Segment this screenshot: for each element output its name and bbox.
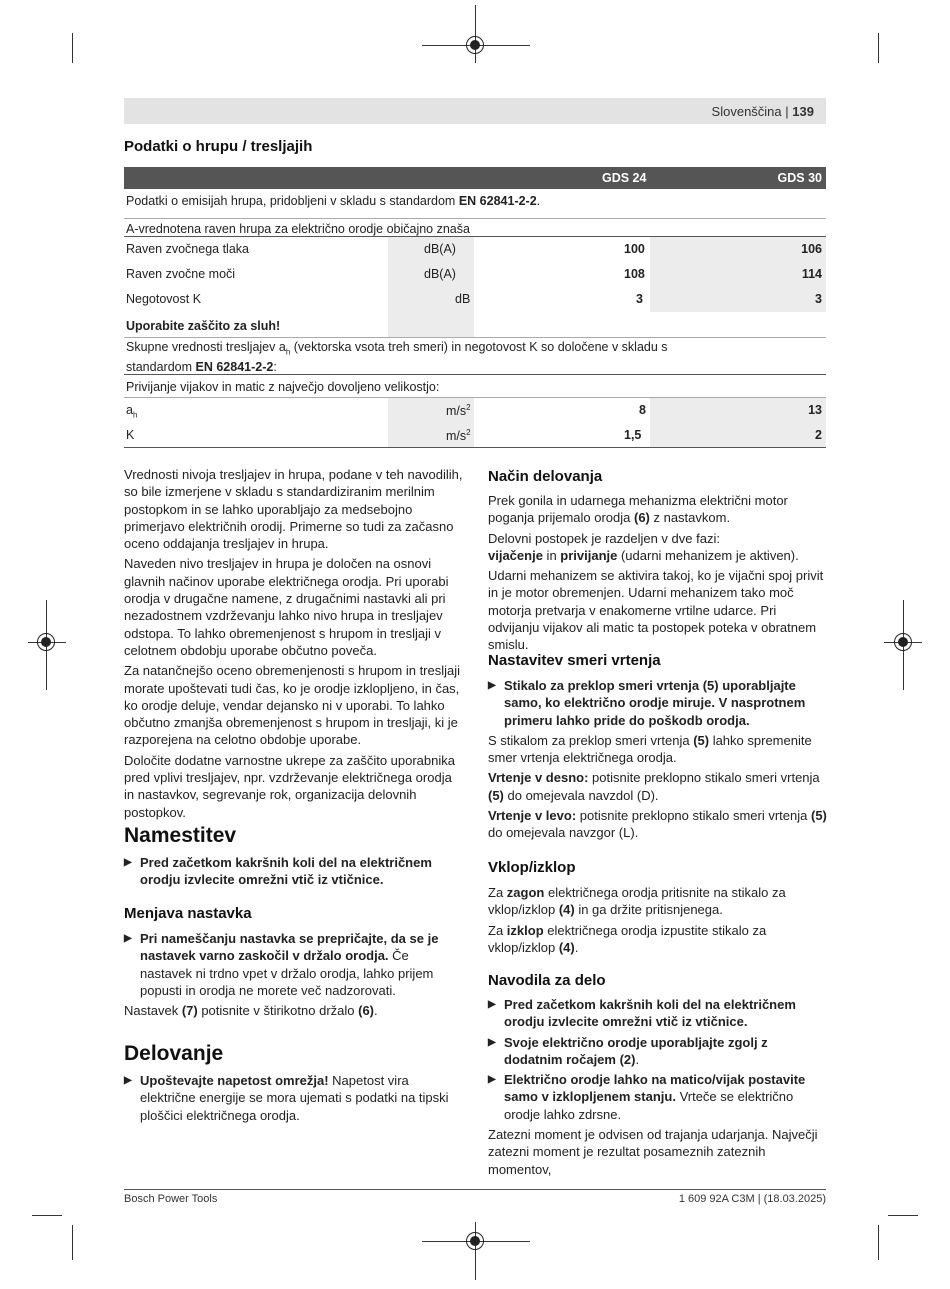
bullet-item: [124, 854, 464, 889]
bullet-text: Pred začetkom kakršnih koli del na električnem orodju izvlecite omrežni vtič iz vtičnice.: [140, 855, 432, 888]
row-value-gds30: 3: [815, 292, 822, 306]
paragraph: Naveden nivo tresljajev in hrupa je določen na osnovi glavnih načinov uporabe električnega orodja. Pri uporabi orodja v drugačne namene, z drugačnimi nastavki ali pri nezadostnem vzdrževanju lahko nivo hrupa in tresljajev odstopa. To lahko obremenjenost s hrupom in tresljaji v celotnem obdobju uporabe občutno poveča.: [124, 556, 449, 658]
table-row: [124, 210, 826, 237]
heading-nacin: Način delovanja: [488, 468, 603, 485]
paragraph: vijačenje in privijanje (udarni mehanizem je aktiven).: [488, 547, 799, 563]
row-label-sub: h: [132, 410, 138, 420]
noise-intro: Podatki o emisijah hrupa, pridobljeni v skladu s standardom: [126, 194, 456, 208]
row-unit: m/s: [446, 404, 467, 419]
row-unit-sup: 2: [466, 428, 471, 437]
row-label: a: [126, 403, 133, 417]
table-row: [124, 375, 826, 397]
vibration-end: :: [273, 359, 277, 374]
row-value-gds30: 106: [801, 242, 822, 256]
bullet-text: Če nastavek ni trdno vpet v držalo orodja, lahko prijem popusti in orodja ne morete več nadzorovati.: [140, 948, 434, 998]
row-unit-sup: 2: [466, 403, 471, 412]
paragraph: Za natančnejšo oceno obremenjenosti s hrupom in tresljaji morate upoštevati tudi čas, ko je orodje izklopljeno, in čas, ko orodje deluje, vendar dejansko ni v uporabi. To lahko občutno zmanjša obremenjenost s hrupom in tresljaji, ki je razporejena na celotno obdobje uporabe.: [124, 663, 461, 748]
table-row: [124, 287, 826, 312]
bullet-text-bold: Stikalo za preklop smeri vrtenja (5) uporabljajte samo, ko električno orodje miruje. V nasprotnem primeru lahko pride do poškodb orodja.: [504, 678, 806, 728]
row-value-gds30: 13: [808, 403, 822, 417]
header-language: Slovenščina: [711, 104, 782, 119]
paragraph: Za izklop električnega orodja izpustite stikalo za vklop/izklop (4).: [488, 922, 767, 955]
vibration-rows: [124, 398, 826, 447]
bullet-text-bold: Električno orodje lahko na matico/vijak postavite samo v izklopljenem stanju.: [504, 1072, 806, 1105]
row-value-gds24: 3: [636, 292, 643, 306]
crop-mark-bottom-left-v: [72, 1225, 73, 1260]
a-weighted-label: A-vrednotena raven hrupa za električno orodje običajno znaša: [126, 222, 470, 236]
bullet-item: [488, 996, 828, 1031]
left-column: [124, 466, 464, 824]
row-unit: dB: [455, 292, 471, 306]
page-header: [712, 104, 814, 119]
footer-rule: [124, 1189, 826, 1190]
crop-mark-bottom-right-v: [878, 1225, 879, 1260]
table-divider: [124, 218, 826, 219]
bullet-item: [488, 1071, 828, 1123]
table-divider: [124, 447, 826, 448]
row-value-gds24: 1,5: [624, 428, 642, 442]
noise-rows: [124, 237, 826, 312]
paragraph: Zatezni moment je odvisen od trajanja udarjanja. Največji zatezni moment je rezultat posameznih zateznih momentov,: [488, 1127, 818, 1177]
bullet-item: ▶ Svoje električno orodje uporabljajte zgolj z dodatnim ročajem (2).: [488, 1034, 828, 1069]
table-row: [124, 237, 826, 262]
registration-mark-right-icon: [894, 633, 912, 651]
row-label: Raven zvočne moči: [126, 267, 236, 281]
noise-intro-end: .: [536, 194, 541, 208]
bullet-text: Vrteče se električno orodje lahko zdrsne.: [504, 1089, 794, 1122]
row-value-gds24: 100: [624, 242, 645, 256]
heading-vklop: Vklop/izklop: [488, 859, 576, 876]
heading-delovanje: Delovanje: [124, 1042, 224, 1065]
registration-mark-bottom-icon: [466, 1232, 484, 1250]
vibration-standard: EN 62841-2-2: [195, 359, 274, 374]
bullet-text-bold: Pred začetkom kakršnih koli del na električnem orodju izvlecite omrežni vtič iz vtičnice.: [504, 997, 796, 1030]
vibration-text-standard-label: standardom: [126, 359, 193, 374]
registration-mark-left-icon: [37, 633, 55, 651]
registration-line-bottom-v: [475, 1222, 476, 1280]
registration-mark-top-icon: [466, 36, 484, 54]
row-value-gds30: 114: [801, 267, 822, 281]
bullet-text-bold: Pri nameščanju nastavka se prepričajte, da se je nastavek varno zaskočil v držalo orodja.: [140, 931, 439, 964]
header-separator: |: [785, 104, 789, 119]
row-unit: dB(A): [424, 267, 456, 281]
crop-mark-top-right: [878, 33, 879, 63]
table-row: [124, 423, 826, 448]
row-unit: m/s: [446, 429, 467, 444]
vibration-sub: h: [285, 347, 291, 357]
bullet-item: [124, 930, 464, 999]
noise-intro-standard: EN 62841-2-2: [458, 194, 537, 208]
crop-mark-top-left: [72, 33, 73, 63]
noise-vibration-table: [124, 167, 826, 448]
heading-navodila: Navodila za delo: [488, 972, 606, 989]
bullet-text-bold: Upoštevajte napetost omrežja!: [140, 1073, 329, 1088]
paragraph: Vrtenje v levo: potisnite preklopno stikalo smeri vrtenja (5) do omejevala navzgor (L).: [488, 808, 827, 841]
paragraph: Vrtenje v desno: potisnite preklopno stikalo smeri vrtenja (5) do omejevala navzdol (D).: [488, 770, 820, 803]
heading-smer: Nastavitev smeri vrtenja: [488, 652, 661, 669]
tightening-label: Privijanje vijakov in matic z največjo dovoljeno velikostjo:: [126, 380, 440, 394]
hearing-protection-note: Uporabite zaščito za sluh!: [126, 319, 281, 333]
row-label: K: [126, 428, 135, 442]
row-value-gds24: 108: [624, 267, 645, 281]
row-label: Raven zvočnega tlaka: [126, 242, 249, 256]
crop-mark-bottom-left-h: [32, 1215, 62, 1216]
footer-left: Bosch Power Tools: [124, 1193, 218, 1205]
bullet-text: Napetost vira električne energije se mora ujemati s podatki na tipski ploščici električnega orodja.: [140, 1073, 449, 1123]
heading-namestitev: Namestitev: [124, 824, 237, 847]
paragraph: Nastavek (7) potisnite v štirikotno držalo (6).: [124, 1003, 378, 1019]
paragraph: Udarni mehanizem se aktivira takoj, ko je vijačni spoj privit in je motor obremenjen. Udarni mehanizem tako moč motorja pretvarja v enakomerne vrtilne udarce. Pri odvijanju vijakov ali matic ta postopek poteka v obratnem smislu.: [488, 568, 824, 653]
paragraph: Vrednosti nivoja tresljajev in hrupa, podane v teh navodilih, so bile izmerjene v skladu s standardiziranim merilnim postopkom in se lahko uporabljajo za medsebojno primerjavo električnih orodij. Primerne so tudi za začasno oceno oddajanja tresljajev in hrupa.: [124, 467, 463, 552]
paragraph: Določite dodatne varnostne ukrepe za zaščito uporabnika pred vplivi tresljajev, npr. vzdrževanje električnega orodja in nastavkov, segrevanje rok, organizacija delovnih postopkov.: [124, 752, 455, 820]
page-number: 139: [792, 104, 814, 119]
paragraph: Delovni postopek je razdeljen v dve fazi:: [488, 530, 720, 546]
vibration-text: Skupne vrednosti tresljajev a: [126, 340, 286, 354]
heading-menjava: Menjava nastavka: [124, 905, 252, 922]
noise-section-title: Podatki o hrupu / tresljajih: [124, 138, 313, 155]
row-value-gds30: 2: [815, 428, 822, 442]
table-row: [124, 398, 826, 423]
table-row: [124, 189, 826, 210]
crop-mark-bottom-right-h: [888, 1215, 918, 1216]
bullet-item: [488, 677, 828, 729]
table-row: [124, 338, 826, 374]
vibration-text-cont: (vektorska vsota treh smeri) in negotovost K so določene v skladu s: [290, 340, 668, 354]
registration-line-top-v: [475, 5, 476, 63]
row-value-gds24: 8: [639, 403, 646, 417]
row-unit: dB(A): [424, 242, 456, 256]
paragraph: Prek gonila in udarnega mehanizma električni motor poganja prijemalo orodja (6) z nastavkom.: [488, 493, 788, 526]
table-row: [124, 262, 826, 287]
footer-right: 1 609 92A C3M | (18.03.2025): [678, 1193, 826, 1205]
row-label: Negotovost K: [126, 292, 202, 306]
paragraph: S stikalom za preklop smeri vrtenja (5) lahko spremenite smer vrtenja električnega orodja.: [488, 732, 812, 766]
bullet-item: [124, 1072, 464, 1124]
table-header: [124, 167, 826, 189]
table-row: [124, 312, 826, 337]
paragraph: Za zagon električnega orodja pritisnite na stikalo za vklop/izklop (4) in ga držite pritisnjenega.: [488, 885, 786, 918]
column-gds24: GDS 24: [602, 171, 647, 185]
column-gds30: GDS 30: [777, 171, 822, 185]
